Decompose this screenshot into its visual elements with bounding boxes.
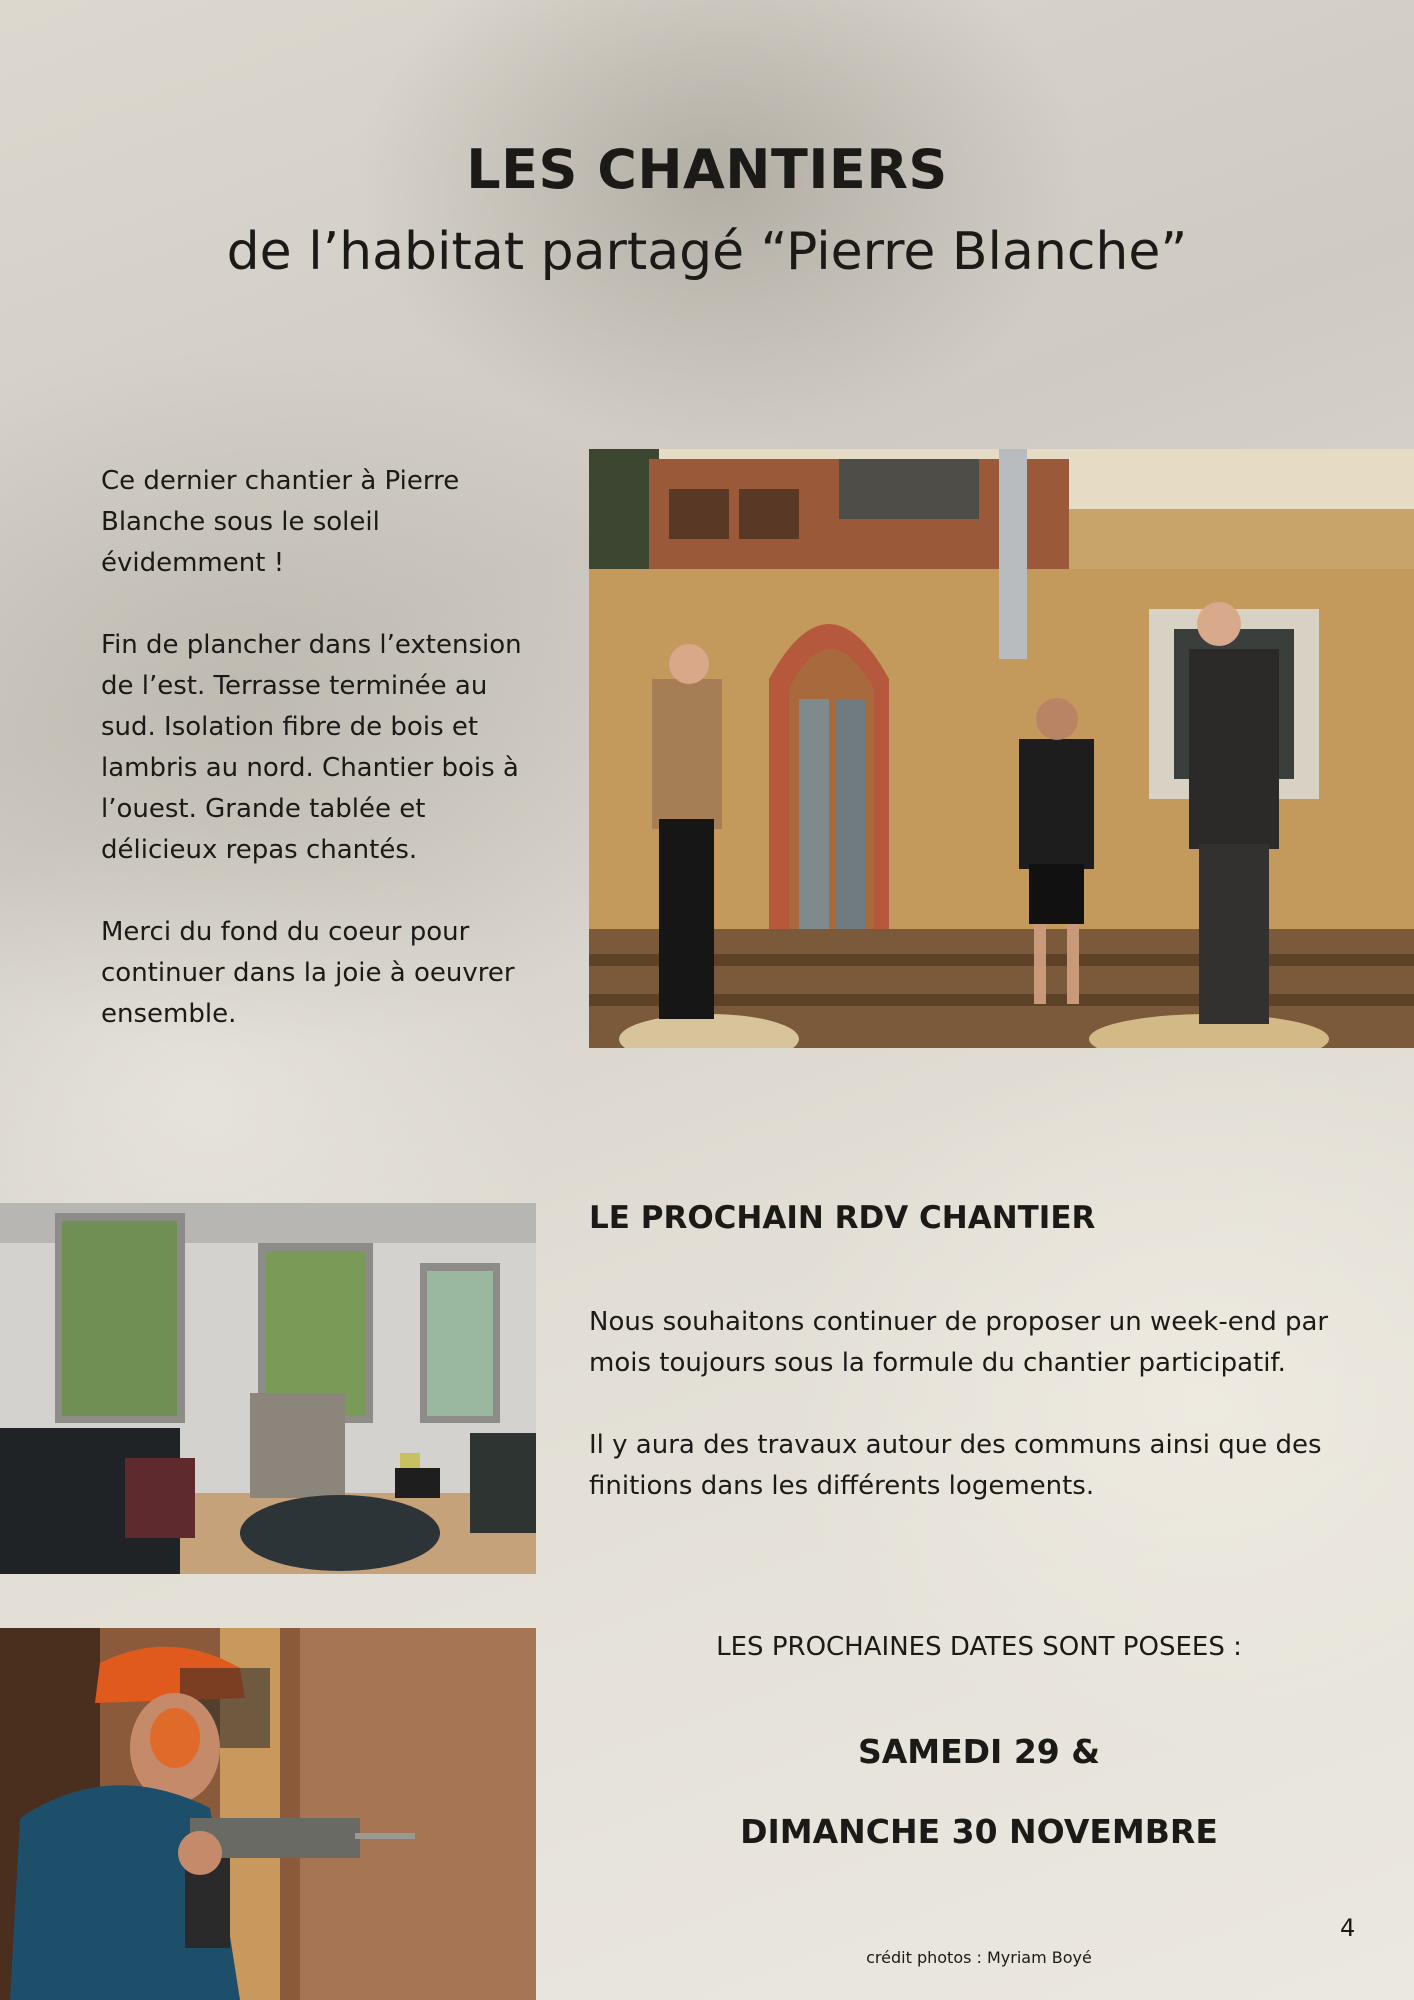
intro-paragraph-2: Fin de plancher dans l’extension de l’est. Terrasse terminée au sud. Isolation fibre de bois et lambris au nord. Chantier bois à l’ouest. Grande tablée et délicieux repas chantés. [101,630,522,865]
date-sunday: DIMANCHE 30 NOVEMBRE [740,1812,1218,1851]
rdv-heading: LE PROCHAIN RDV CHANTIER [589,1200,1096,1236]
intro-paragraph-3: Merci du fond du coeur pour continuer dans la joie à oeuvrer ensemble. [101,917,515,1029]
page-subtitle: de l’habitat partagé “Pierre Blanche” [226,222,1188,282]
date-saturday: SAMEDI 29 & [857,1732,1101,1771]
page-number: 4 [1340,1914,1356,1942]
rdv-paragraph-2: Il y aura des travaux autour des communs ainsi que des finitions dans les différents logements. [589,1430,1322,1501]
page-title: LES CHANTIERS [466,138,948,201]
rdv-paragraph-1: Nous souhaitons continuer de proposer un week-end par mois toujours sous la formule du chantier participatif. [589,1307,1329,1378]
intro-paragraph-1: Ce dernier chantier à Pierre Blanche sous le soleil évidemment ! [101,466,460,578]
worker-drilling-photo [0,1628,536,2000]
dates-label: LES PROCHAINES DATES SONT POSEES : [716,1632,1242,1662]
house-facade-photo [589,449,1414,1048]
interior-room-photo [0,1203,536,1574]
photo-credit: crédit photos : Myriam Boyé [866,1948,1092,1967]
